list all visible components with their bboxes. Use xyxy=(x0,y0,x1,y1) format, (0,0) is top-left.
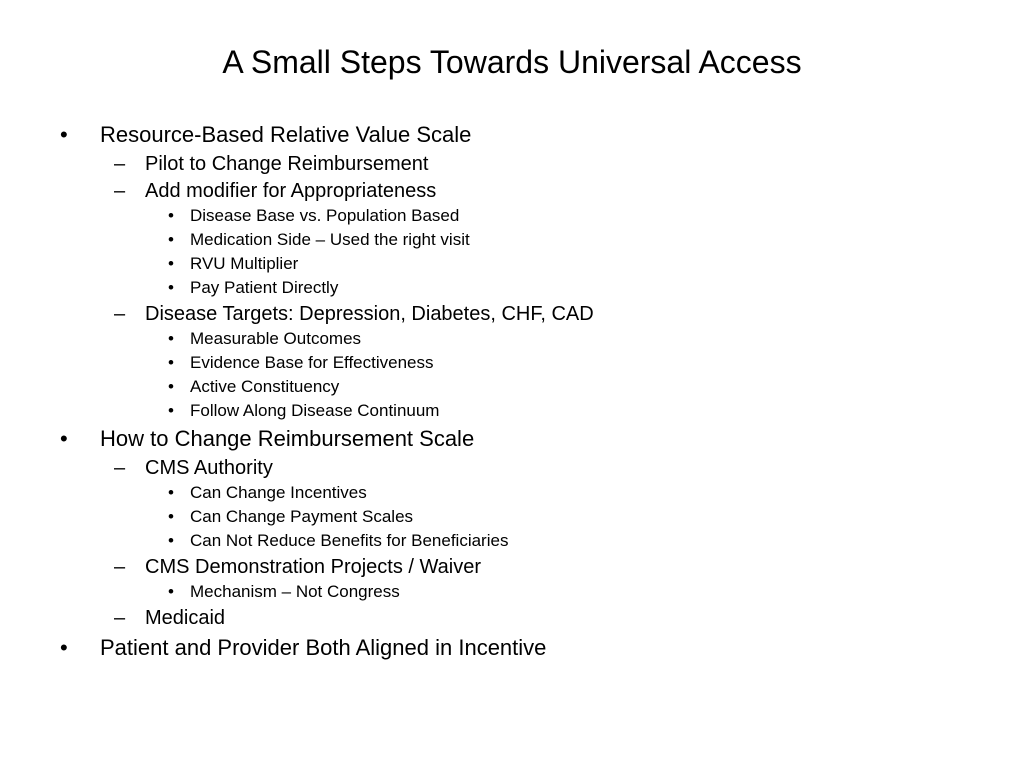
dash-marker: – xyxy=(114,457,126,479)
sub-bullet-text: Add modifier for Appropriateness xyxy=(145,180,437,202)
bullet-marker: • xyxy=(168,483,174,502)
slide-title: A Small Steps Towards Universal Access xyxy=(222,44,802,80)
sub-sub-bullet-text: Can Change Incentives xyxy=(190,483,367,502)
bullet-marker: • xyxy=(168,507,174,526)
bullet-marker: • xyxy=(168,230,174,249)
bullet-marker: • xyxy=(60,635,68,660)
sub-sub-bullet-text: Can Not Reduce Benefits for Beneficiaries xyxy=(190,531,509,550)
bullet-text: Resource-Based Relative Value Scale xyxy=(100,122,472,147)
sub-sub-bullet-text: Can Change Payment Scales xyxy=(190,507,414,526)
bullet-text: How to Change Reimbursement Scale xyxy=(100,426,475,451)
sub-bullet-text: Medicaid xyxy=(145,607,226,629)
sub-sub-bullet-text: Pay Patient Directly xyxy=(190,278,339,297)
bullet-text: Patient and Provider Both Aligned in Incentive xyxy=(100,635,547,660)
bullet-marker: • xyxy=(168,254,174,273)
sub-sub-bullet-text: Evidence Base for Effectiveness xyxy=(190,353,434,372)
bullet-marker: • xyxy=(168,206,174,225)
sub-sub-bullet-text: Active Constituency xyxy=(190,377,340,396)
bullet-marker: • xyxy=(168,582,174,601)
bullet-marker: • xyxy=(60,426,68,451)
sub-sub-bullet-text: RVU Multiplier xyxy=(190,254,299,273)
dash-marker: – xyxy=(114,607,126,629)
sub-sub-bullet-text: Measurable Outcomes xyxy=(190,329,362,348)
sub-sub-bullet-text: Disease Base vs. Population Based xyxy=(190,206,460,225)
bullet-marker: • xyxy=(168,353,174,372)
dash-marker: – xyxy=(114,556,126,578)
bullet-marker: • xyxy=(168,278,174,297)
sub-bullet-text: CMS Demonstration Projects / Waiver xyxy=(145,556,482,578)
sub-sub-bullet-text: Follow Along Disease Continuum xyxy=(190,401,440,420)
sub-sub-bullet-text: Medication Side – Used the right visit xyxy=(190,230,470,249)
bullet-marker: • xyxy=(168,401,174,420)
bullet-marker: • xyxy=(60,122,68,147)
bullet-marker: • xyxy=(168,531,174,550)
dash-marker: – xyxy=(114,180,126,202)
sub-bullet-text: CMS Authority xyxy=(145,457,273,479)
sub-bullet-text: Disease Targets: Depression, Diabetes, CHF, CAD xyxy=(145,303,594,325)
dash-marker: – xyxy=(114,153,126,175)
sub-bullet-text: Pilot to Change Reimbursement xyxy=(145,153,429,175)
dash-marker: – xyxy=(114,303,126,325)
sub-sub-bullet-text: Mechanism – Not Congress xyxy=(190,582,400,601)
bullet-marker: • xyxy=(168,377,174,396)
bullet-marker: • xyxy=(168,329,174,348)
